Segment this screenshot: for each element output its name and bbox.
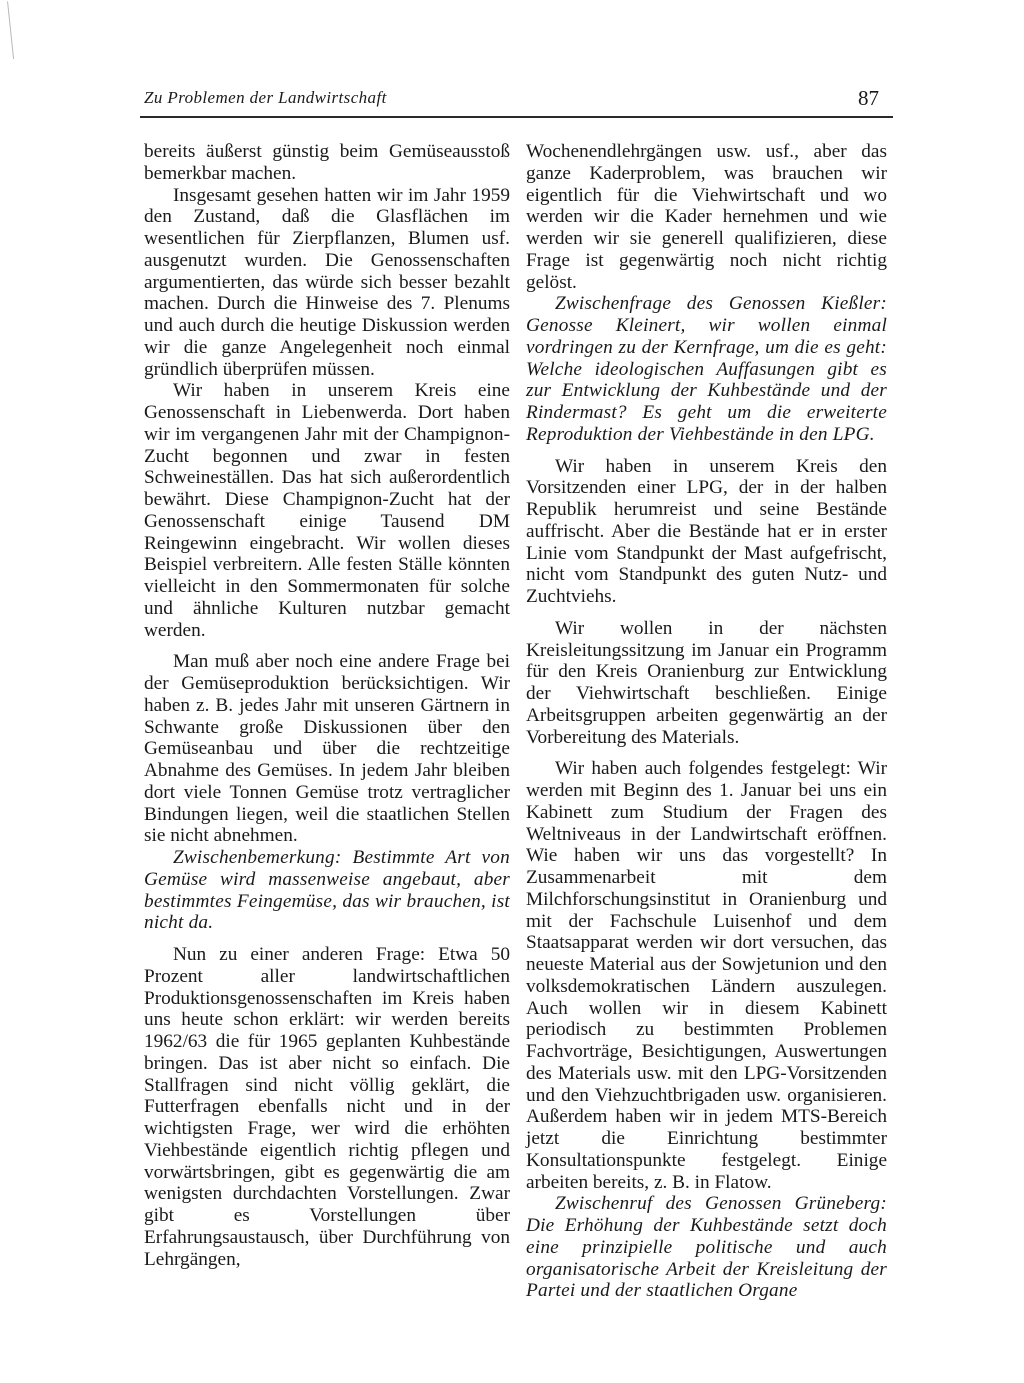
page-number: 87 — [858, 86, 879, 110]
interjection: Zwischenbemerkung: Bestimmte Art von Gemüse wird massenweise angebaut, aber bestimmtes Feingemüse, das wir brauchen, ist nicht da. — [144, 847, 510, 934]
left-column — [144, 141, 510, 1270]
interjection: Zwischenruf des Genossen Grüneberg: Die Erhöhung der Kuhbestände setzt doch eine prinzipielle politische und auch organisatorische Arbeit der Kreisleitung der Partei und der staatlichen Organe — [526, 1193, 887, 1302]
paragraph: Wir haben in unserem Kreis eine Genossenschaft in Liebenwerda. Dort haben wir im vergangenen Jahr mit der Champignon-Zucht begonnen und zwar in festen Schweineställen. Das hat sich außerordentlich bewährt. Diese Champignon-Zucht hat der Genossenschaft einige Tausend DM Reingewinn eingebracht. Wir wollen dieses Beispiel verbreitern. Alle festen Ställe könnten vielleicht in den Sommermonaten für solche und ähnliche Kulturen nutzbar gemacht werden. — [144, 380, 510, 641]
interjection: Zwischenfrage des Genossen Kießler: Genosse Kleinert, wir wollen einmal vordringen zu der Kernfrage, um die es geht: Welche ideologischen Auffasungen gibt es zur Entwicklung der Kuhbestände und der Rindermast? Es geht um die erweiterte Reproduktion der Viehbestände in den LPG. — [526, 293, 887, 445]
paragraph: Insgesamt gesehen hatten wir im Jahr 1959 den Zustand, daß die Glasflächen im wesentlichen für Zierpflanzen, Blumen usf. ausgenutzt wurden. Die Genossenschaften argumentierten, das würde sich besser bezahlt machen. Durch die Hinweise des 7. Plenums und auch durch die heutige Diskussion werden wir die ganze Angelegenheit noch einmal gründlich überprüfen müssen. — [144, 184, 510, 380]
paragraph: Man muß aber noch eine andere Frage bei der Gemüseproduktion berücksichtigen. Wir haben z. B. jedes Jahr mit unseren Gärtnern in Schwante große Diskussionen über den Gemüseanbau und über die rechtzeitige Abnahme des Gemüses. In jedem Jahr bleiben dort viele Tonnen Gemüse trotz vertraglicher Bindungen liegen, weil die staatlichen Stellen sie nicht abnehmen. — [144, 651, 510, 847]
paragraph: Nun zu einer anderen Frage: Etwa 50 Prozent aller landwirtschaftlichen Produktionsgenossenschaften im Kreis haben uns heute schon erklärt: wir werden bereits 1962/63 die für 1965 geplanten Kuhbestände bringen. Das ist aber nicht so einfach. Die Stallfragen sind nicht völlig geklärt, die Futterfragen ebenfalls nicht und in der wichtigsten Frage, wer wird die erhöhten Viehbestände eigentlich richtig pflegen und vorwärtsbringen, gibt es gegenwärtig die am wenigsten durchdachten Vorstellungen. Zwar gibt es Vorstellungen über Erfahrungsaustausch, über Durchführung von Lehrgängen, — [144, 944, 510, 1270]
paragraph: Wir haben in unserem Kreis den Vorsitzenden einer LPG, der in der halben Republik herumreist und seine Bestände auffrischt. Aber die Bestände hat er in erster Linie vom Standpunkt der Mast aufgefrischt, nicht vom Standpunkt des guten Nutz- und Zuchtviehs. — [526, 455, 887, 607]
paragraph: bereits äußerst günstig beim Gemüseausstoß bemerkbar machen. — [144, 141, 510, 184]
header-rule — [140, 116, 893, 118]
running-title: Zu Problemen der Landwirtschaft — [144, 88, 387, 107]
right-column — [526, 141, 887, 1302]
paragraph: Wir wollen in der nächsten Kreisleitungssitzung im Januar ein Programm für den Kreis Oranienburg zur Entwicklung der Viehwirtschaft beschließen. Einige Arbeitsgruppen arbeiten gegenwärtig an der Vorbereitung des Materials. — [526, 617, 887, 748]
margin-pencil-mark — [7, 0, 36, 59]
paragraph: Wir haben auch folgendes festgelegt: Wir werden mit Beginn des 1. Januar bei uns ein Kabinett zum Studium der Fragen des Weltniveaus in der Landwirtschaft eröffnen. Wie haben wir uns das vorgestellt? In Zusammenarbeit mit dem Milchforschungsinstitut in Oranienburg und mit der Fachschule Luisenhof und dem Staatsapparat werden wir dort versuchen, das neueste Material aus der Sowjetunion und den volksdemokratischen Ländern auszulegen. Auch wollen wir in diesem Kabinett periodisch zu bestimmten Problemen Fachvorträge, Besichtigungen, Auswertungen des Materials usw. mit den LPG-Vorsitzenden und den Viehzuchtbrigaden usw. organisieren. Außerdem haben wir in jedem MTS-Bereich jetzt die Einrichtung bestimmter Konsultationspunkte festgelegt. Einige arbeiten bereits, z. B. in Flatow. — [526, 758, 887, 1193]
paragraph: Wochenendlehrgängen usw. usf., aber das ganze Kaderproblem, was brauchen wir eigentlich für die Viehwirtschaft und wo werden wir die Kader hernehmen und wie werden wir sie generell qualifizieren, diese Frage ist gegenwärtig noch nicht richtig gelöst. — [526, 141, 887, 293]
